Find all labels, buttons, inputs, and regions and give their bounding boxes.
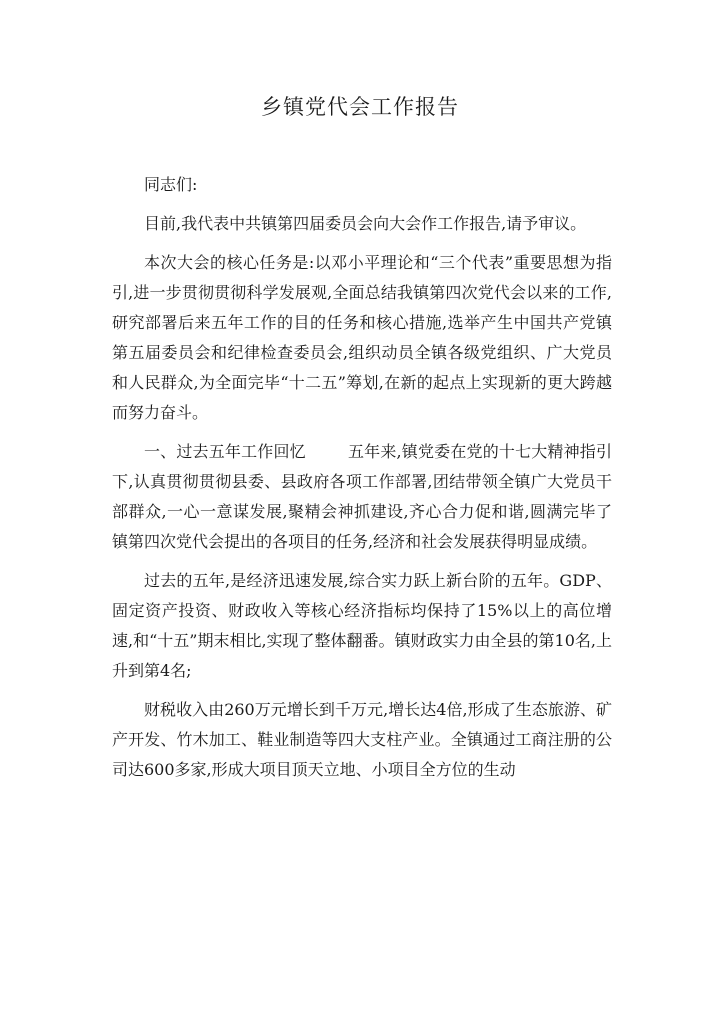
document-title: 乡镇党代会工作报告 xyxy=(261,95,459,119)
section-one-text: 五年来,镇党委在党的十七大精神指引下,认真贯彻贯彻县委、县政府各项工作部署,团结带领全镇广大党员干部群众,一心一意谋发展,聚精会神抓建设,齐心合力促和谐,圆满完毕了镇第四次党代会提出的各项目的任务,经济和社会发展获得明显成绩。 xyxy=(112,442,612,551)
paragraph-opening: 目前,我代表中共镇第四届委员会向大会作工作报告,请予审议。 xyxy=(144,214,587,233)
document-body xyxy=(112,170,612,785)
paragraph-core-task: 本次大会的核心任务是:以邓小平理论和“三个代表”重要思想为指引,进一步贯彻贯彻科学发展观,全面总结我镇第四次党代会以来的工作,研究部署后来五年工作的目的任务和核心措施,选举产生中国共产党镇第五届委员会和纪律检查委员会,组织动员全镇各级党组织、广大党员和人民群众,为全面完毕“十二五”筹划,在新的起点上实现新的更大跨越而努力奋斗。 xyxy=(112,253,612,422)
salutation: 同志们: xyxy=(144,175,198,194)
section-one-heading: 一、过去五年工作回忆 xyxy=(144,442,306,461)
paragraph-fiscal: 财税收入由260万元增长到千万元,增长达4倍,形成了生态旅游、矿产开发、竹木加工、鞋业制造等四大支柱产业。全镇通过工商注册的公司达600多家,形成大项目顶天立地、小项目全方位的生动 xyxy=(112,700,612,779)
section-one-paragraph xyxy=(112,437,612,557)
paragraph-economy: 过去的五年,是经济迅速发展,综合实力跃上新台阶的五年。GDP、固定资产投资、财政收入等核心经济指标均保持了15%以上的高位增速,和“十五”期末相比,实现了整体翻番。镇财政实力由全县的第10名,上升到第4名; xyxy=(112,571,612,680)
